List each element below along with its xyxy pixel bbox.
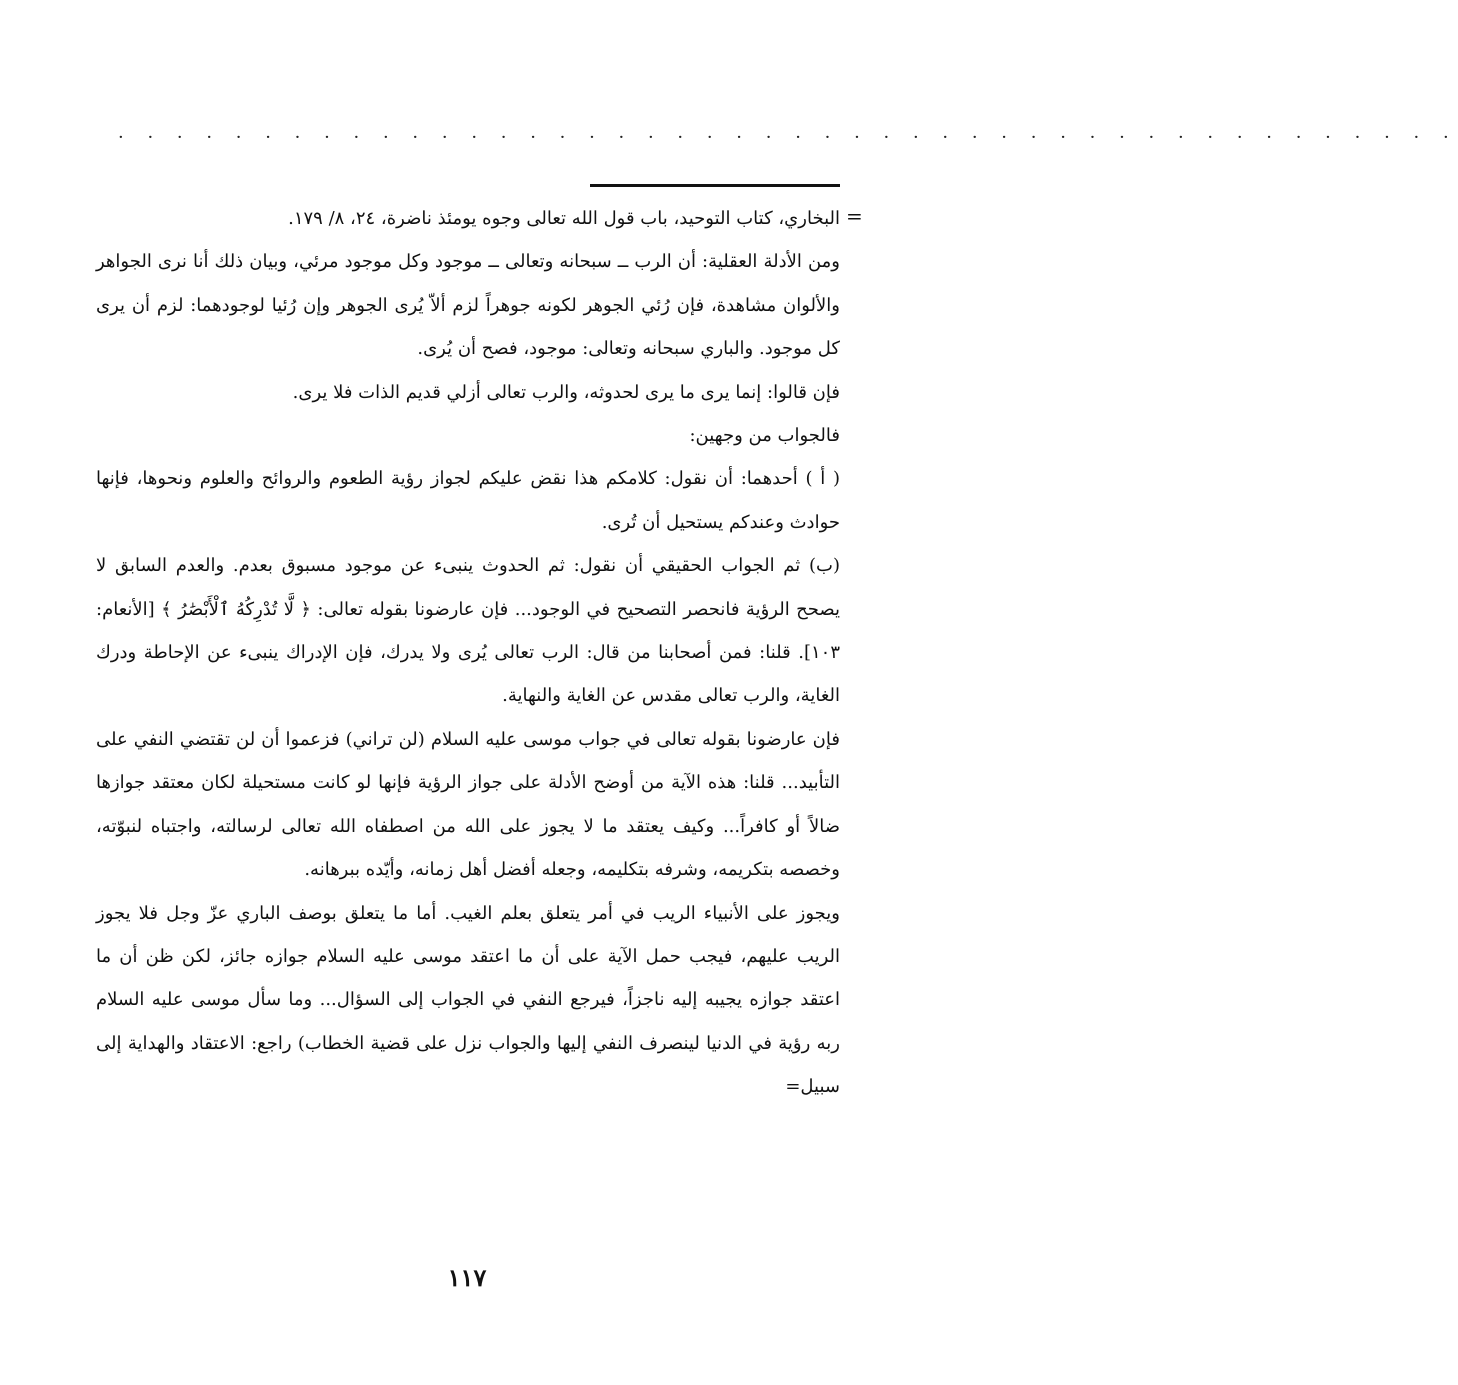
- footnote-paragraph-3: فإن قالوا: إنما يرى ما يرى لحدوثه، والرب تعالى أزلي قديم الذات فلا يرى.: [292, 381, 840, 403]
- footnote-paragraph-6: (ب) ثم الجواب الحقيقي أن نقول: ثم الحدوث ينبىء عن موجود مسبوق بعدم. والعدم السابق لا يصحح الرؤية فانحصر التصحيح في الوجود... فإن عارضونا بقوله تعالى: ﴿ لَّا تُدْرِكُهُ ٱلْأَبْصَٰرُ ﴾ [الأنعام: ١٠٣]. قلنا: فمن أصحابنا من قال: الرب تعالى يُرى ولا يدرك، فإن الإدراك ينبىء عن الإحاطة ودرك الغاية، والرب تعالى مقدس عن الغاية والنهاية.: [96, 555, 840, 707]
- footnote-paragraph-4: فالجواب من وجهين:: [689, 425, 840, 447]
- footnote-paragraph-8: ويجوز على الأنبياء الريب في أمر يتعلق بعلم الغيب. أما ما يتعلق بوصف الباري عزّ وجل فلا يجوز الريب عليهم، فيجب حمل الآية على أن ما اعتقد موسى عليه السلام جوازه جائز، لكن ظن أن ما اعتقد جوازه يجيبه إليه ناجزاً، فيرجع النفي في الجواب إلى السؤال... وما سأل موسى عليه السلام ربه رؤية في الدنيا لينصرف النفي إليها والجواب نزل على قضية الخطاب) راجع: الاعتقاد والهداية إلى سبيل=: [96, 902, 840, 1098]
- footnote-paragraph-1: البخاري، كتاب التوحيد، باب قول الله تعالى وجوه يومئذ ناضرة، ٢٤، ٨/ ١٧٩.: [288, 208, 840, 229]
- footnote-paragraph-2: ومن الأدلة العقلية: أن الرب ــ سبحانه وتعالى ــ موجود وكل موجود مرئي، وبيان ذلك أنا نرى الجواهر والألوان مشاهدة، فإن رُئي الجوهر لكونه جوهراً لزم ألاّ يُرى الجوهر وإن رُئيا لوجودهما: لزم أن يرى كل موجود. والباري سبحانه وتعالى: موجود، فصح أن يُرى.: [96, 251, 840, 360]
- footnote-text: [96, 197, 840, 1109]
- page-number: ١١٧: [447, 1263, 487, 1292]
- footnote-paragraph-7: فإن عارضونا بقوله تعالى في جواب موسى عليه السلام (لن تراني) فزعموا أن لن تقتضي النفي على التأبيد... قلنا: هذه الآية من أوضح الأدلة على جواز الرؤية فإنها لو كانت مستحيلة لكان معتقد جوازها ضالاً أو كافراً... وكيف يعتقد ما لا يجوز على الله من اصطفاه الله تعالى لرسالته، واجتباه لنبوّته، وخصصه بتكريمه، وشرفه بتكليمه، وجعله أفضل أهل زمانه، وأيّده ببرهانه.: [96, 728, 840, 881]
- footnote-paragraph-5: ( أ ) أحدهما: أن نقول: كلامكم هذا نقض عليكم لجواز رؤية الطعوم والروائح والعلوم ونحوها، فإنها حوادث وعندكم يستحيل أن تُرى.: [96, 468, 840, 533]
- continuation-mark: =: [846, 204, 863, 228]
- footnote-rule: [590, 184, 840, 187]
- separator-dots: · · · · · · · · · · · · · · · · · · · · · · · · · · · · · · · · · · · · · · · · · · · · · ·: [118, 127, 1458, 148]
